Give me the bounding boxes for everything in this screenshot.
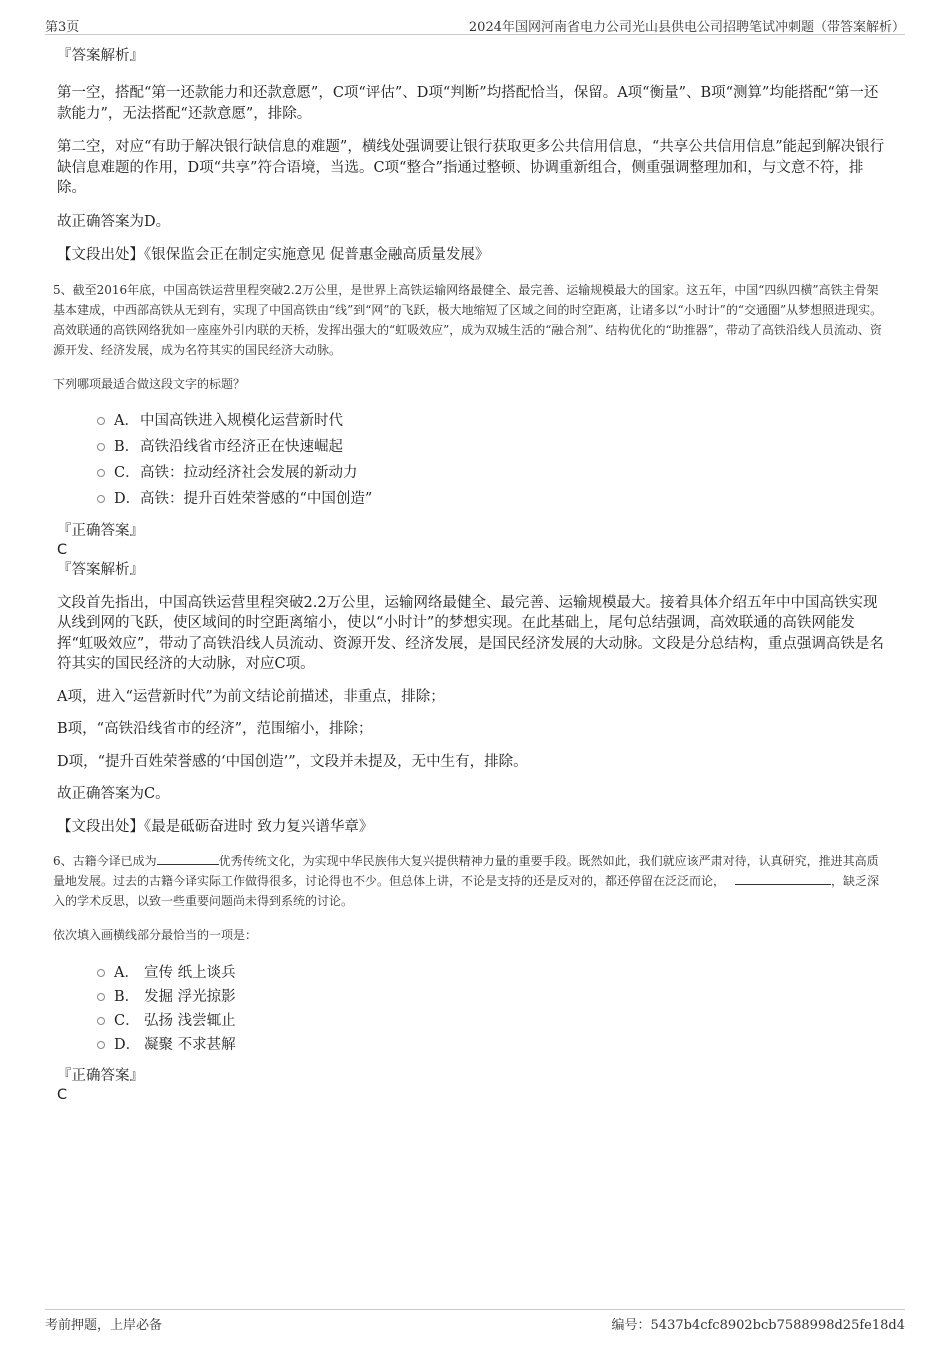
q5-option-c[interactable]: C．高铁：拉动经济社会发展的新动力 [57,460,887,486]
radio-icon[interactable] [97,993,105,1001]
q6-options [57,961,887,1057]
q4-analysis-label: 『答案解析』 [57,48,144,64]
q5-stem: 5、截至2016年底，中国高铁运营里程突破2.2万公里，是世界上高铁运输网络最健全、最完善、运输规模最大的国家。这五年，中国“四纵四横”高铁主骨架基本建成，中西部高铁从无到有，实现了中国高铁由“线”到“网”的飞跃，极大地缩短了区域之间的时空距离，让诸多以“小时计”的“交通圈”从梦想照进现实。高效联通的高铁网络犹如一座座外引内联的天桥，发挥出强大的“虹吸效应”，成为双城生活的“融合剂”、结构优化的“助推器”，带动了高铁沿线人员流动、资源开发、经济发展，成为名符其实的国民经济大动脉。 [53,282,883,357]
q5-option-a[interactable]: A．中国高铁进入规模化运营新时代 [57,408,887,434]
page-number: 第3页 [45,20,80,35]
q5-question: 下列哪项最适合做这段文字的标题？ [53,376,246,391]
radio-icon[interactable] [97,443,105,451]
q6-option-a[interactable]: A． 宣传 纸上谈兵 [57,961,887,985]
q6-option-d[interactable]: D． 凝聚 不求甚解 [57,1033,887,1057]
footer-slogan: 考前押题，上岸必备 [45,1318,163,1333]
q6-answer-label: 『正确答案』 [57,1068,144,1084]
blank-1 [157,852,219,865]
document-title: 2024年国网河南省电力公司光山县供电公司招聘笔试冲刺题（带答案解析） [468,20,905,35]
q5-conclusion: 故正确答案为C。 [57,786,170,802]
radio-icon[interactable] [97,969,105,977]
q5-analysis: 文段首先指出，中国高铁运营里程突破2.2万公里，运输网络最健全、最完善、运输规模最大。接着具体介绍五年中中国高铁实现从线到网的飞跃，使区域间的时空距离缩小，使以“小时计”的梦想实现。在此基础上，尾句总结强调，高效联通的高铁网能发挥“虹吸效应”，带动了高铁沿线人员流动、资源开发、经济发展，是国民经济发展的大动脉。文段是分总结构，重点强调高铁是名符其实的国民经济的大动脉，对应C项。 [57,594,884,672]
q5-note-a: A项，进入“运营新时代”为前文结论前描述，非重点，排除； [57,688,445,705]
q5-option-d[interactable]: D．高铁：提升百姓荣誉感的“中国创造” [57,486,887,512]
radio-icon[interactable] [97,417,105,425]
q5-answer-label: 『正确答案』 [57,522,144,539]
page-content [53,44,887,1104]
radio-icon[interactable] [97,1041,105,1049]
q6-stem: 6、古籍今译已成为 优秀传统文化，为实现中华民族伟大复兴提供精神力量的重要手段。既然如此，我们就应该严肃对待，认真研究，推进其高质量地发展。过去的古籍今译实际工作做得很多，讨论得也不少。但总体上讲，不论是支持的还是反对的，都还停留在泛泛而论， ，缺乏深入的学术反思，以致一些重要问题尚未得到系统的讨论。 [53,854,880,908]
q6-question: 依次填入画横线部分最恰当的一项是： [53,928,258,942]
page-footer [45,1309,905,1334]
radio-icon[interactable] [97,1017,105,1025]
q5-note-b: B项，“高铁沿线省市的经济”，范围缩小，排除； [57,721,373,737]
q5-option-b[interactable]: B．高铁沿线省市经济正在快速崛起 [57,434,887,460]
radio-icon[interactable] [97,469,105,477]
q6-option-c[interactable]: C． 弘扬 浅尝辄止 [57,1009,887,1033]
q5-note-d: D项，“提升百姓荣誉感的‘中国创造’”，文段并未提及，无中生有，排除。 [57,753,528,770]
document-id: 编号：5437b4cfc8902bcb7588998d25fe18d4 [611,1318,905,1333]
q5-analysis-label: 『答案解析』 [57,561,144,578]
q4-analysis-para1: 第一空，搭配“第一还款能力和还款意愿”，C项“评估”、D项“判断”均搭配恰当，保留。A项“衡量”、B项“测算”均能搭配“第一还款能力”，无法搭配“还款意愿”，排除。 [57,85,879,122]
q4-conclusion: 故正确答案为D。 [57,213,171,230]
q6-answer: C [57,1087,68,1103]
q5-options [57,408,887,512]
blank-2 [735,872,831,885]
q4-source: 【文段出处】《银保监会正在制定实施意见 促普惠金融高质量发展》 [57,247,490,263]
q5-source: 【文段出处】《最是砥砺奋进时 致力复兴谱华章》 [57,818,374,835]
q5-answer: C [57,541,68,558]
radio-icon[interactable] [97,495,105,503]
q4-analysis-para2: 第二空，对应“有助于解决银行缺信息的难题”，横线处强调要让银行获取更多公共信用信息，“共享公共信用信息”能起到解决银行缺信息难题的作用，D项“共享”符合语境，当选。C项“整合”指通过整顿、协调重新组合，侧重强调整理加和，与文意不符，排除。 [57,139,885,196]
q6-option-b[interactable]: B． 发掘 浮光掠影 [57,985,887,1009]
page-header [45,14,905,35]
